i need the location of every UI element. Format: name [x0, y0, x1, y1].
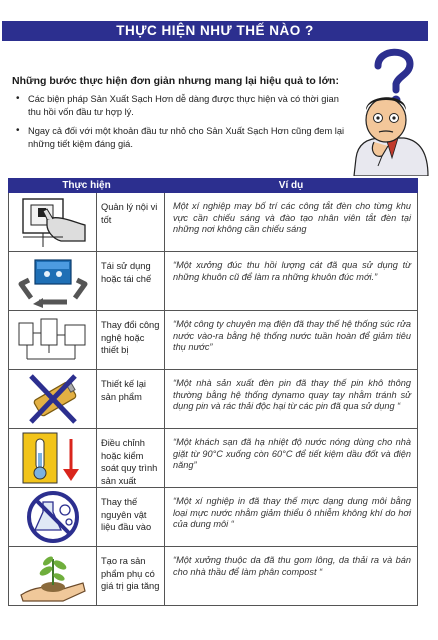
example-text: Một xí nghiệp may bố trí các công tắt đèn cho từng khu vực cần chiếu sáng và đào tạo nhân viên tắt đèn tại những nơi không cần chiếu sáng	[165, 193, 418, 252]
action-label: Tạo ra sản phẩm phụ có giá trị gia tăng	[97, 547, 165, 606]
column-header-action: Thực hiện	[9, 179, 165, 193]
action-label: Quản lý nội vi tốt	[97, 193, 165, 252]
table-header-row	[9, 179, 418, 193]
example-text: “Một công ty chuyên mạ điện đã thay thế hệ thống súc rửa nước vào-ra bằng hệ thống nước tuần hoàn để giảm tiêu thụ nước”	[165, 311, 418, 370]
table-row	[9, 370, 418, 429]
table-row	[9, 252, 418, 311]
example-text: “Một xí nghiệp in đã thay thế mực dạng dung môi bằng loại mực nước nhằm giảm thiểu ô nhiễm không khí do hơi của dung môi “	[165, 488, 418, 547]
no-chemical-icon	[13, 490, 93, 544]
action-label: Tái sử dụng hoặc tái chế	[97, 252, 165, 311]
crossed-battery-icon	[13, 372, 93, 426]
example-text: “Một nhà sản xuất đèn pin đã thay thế pin khô thông thường bằng hệ thống dynamo quay tay nhằm tránh sử dụng pin và rác thải độc hại từ các pin đã qua sử dụng “	[165, 370, 418, 429]
table-row	[9, 193, 418, 252]
example-text: “Một xưởng thuộc da đã thu gom lông, da thải ra và bán cho nhà thầu để làm phân compost “	[165, 547, 418, 606]
bullet-item: • Các biện pháp Sản Xuất Sạch Hơn dễ dàng được thực hiện và có thời gian thu hồi vốn đầu tư hợp lý.	[16, 93, 346, 118]
action-label: Điều chỉnh hoặc kiểm soát quy trình sản xuất	[97, 429, 165, 488]
process-diagram-icon	[13, 313, 93, 367]
bullet-item: • Ngay cả đối với một khoản đầu tư nhỏ cho Sản Xuất Sạch Hơn cũng đem lại những tiết kiệm đáng giá.	[16, 125, 346, 150]
example-text: “Một xưởng đúc thu hồi lượng cát đã qua sử dụng từ những khuôn cũ để làm ra những khuôn đúc mới.”	[165, 252, 418, 311]
intro-bullets	[16, 93, 346, 157]
thinking-man-illustration	[348, 46, 432, 176]
example-text: “Một khách sạn đã hạ nhiệt độ nước nóng dùng cho nhà giặt từ 90°C xuống còn 60°C để tiết kiệm dầu đốt và điện năng”	[165, 429, 418, 488]
action-label: Thay đổi công nghệ hoặc thiết bị	[97, 311, 165, 370]
page-title: THỰC HIỆN NHƯ THẾ NÀO ?	[2, 21, 428, 41]
table-row	[9, 429, 418, 488]
thermometer-down-icon	[13, 431, 93, 485]
action-label: Thay thế nguyên vật liệu đầu vào	[97, 488, 165, 547]
plant-in-hand-icon	[13, 549, 93, 603]
column-header-example: Ví dụ	[165, 179, 418, 193]
intro-heading: Những bước thực hiện đơn giản nhưng mang lại hiệu quả to lớn:	[12, 75, 339, 87]
table-row	[9, 311, 418, 370]
hand-on-switch-icon	[13, 195, 93, 249]
actions-table	[8, 178, 418, 606]
table-row	[9, 547, 418, 606]
table-row	[9, 488, 418, 547]
action-label: Thiết kế lại sản phẩm	[97, 370, 165, 429]
recycle-icon	[13, 254, 93, 308]
